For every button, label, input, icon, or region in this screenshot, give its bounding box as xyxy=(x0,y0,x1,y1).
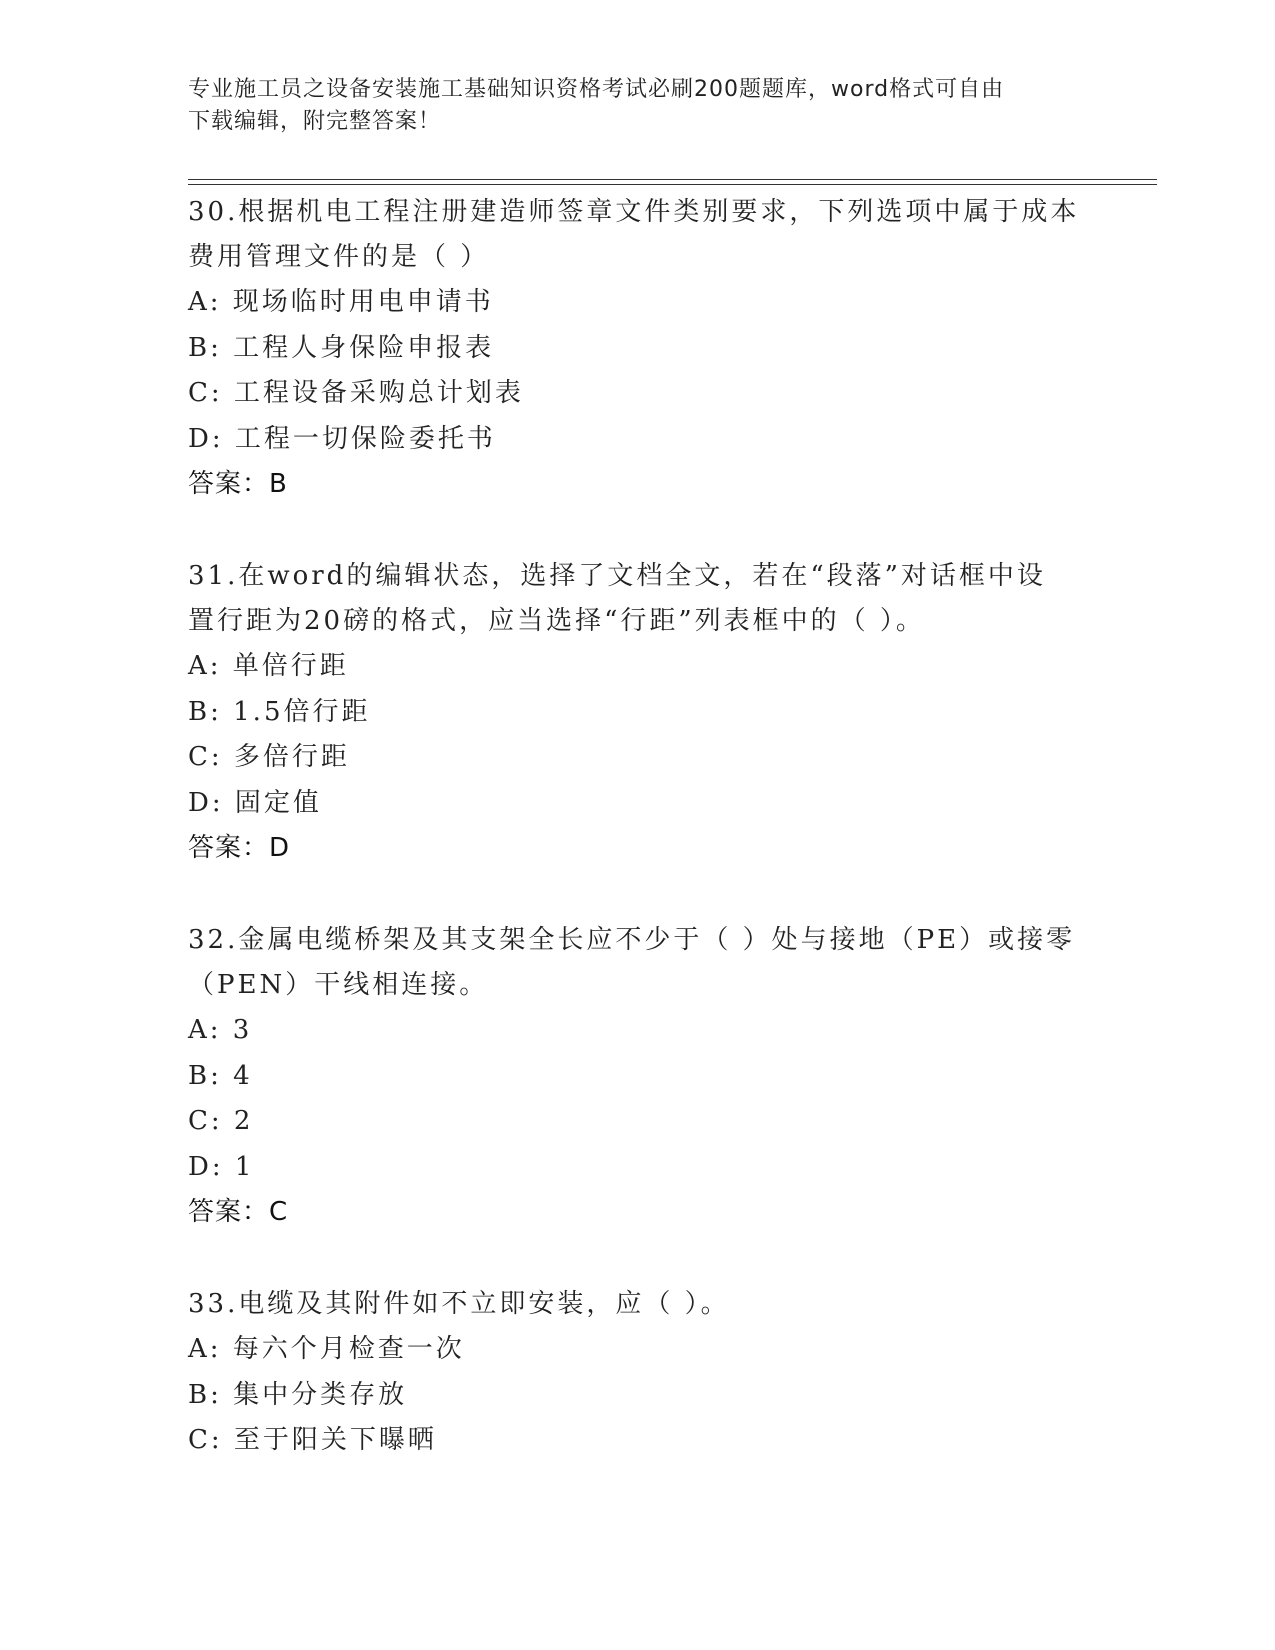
option-d: D: 工程一切保险委托书 xyxy=(188,423,496,454)
option-d: D: 1 xyxy=(188,1151,255,1182)
header-line-1: 专业施工员之设备安装施工基础知识资格考试必刷200题题库，word格式可自由 xyxy=(188,77,1005,102)
option-c: C: 工程设备采购总计划表 xyxy=(188,378,524,408)
answer-label: 答案：D xyxy=(188,833,291,863)
question-31 xyxy=(188,554,1088,871)
question-spacer xyxy=(188,507,1088,554)
option-c: C: 至于阳关下曝晒 xyxy=(188,1425,437,1455)
answer-label: 答案：C xyxy=(188,1197,289,1227)
option-b: B: 集中分类存放 xyxy=(188,1379,408,1410)
header-divider-top xyxy=(188,179,1157,180)
header-line-2: 下载编辑，附完整答案！ xyxy=(188,109,442,134)
header-divider-bottom xyxy=(188,184,1157,185)
question-stem-line: 置行距为20磅的格式，应当选择“行距”列表框中的（ ）。 xyxy=(188,606,925,636)
question-stem-line: （PEN）干线相连接。 xyxy=(188,970,489,1000)
question-32 xyxy=(188,918,1088,1235)
option-a: A: 每六个月检查一次 xyxy=(188,1334,465,1364)
option-b: B: 4 xyxy=(188,1060,253,1091)
option-b: B: 1.5倍行距 xyxy=(188,696,371,727)
option-a: A: 单倍行距 xyxy=(188,651,349,681)
option-b: B: 工程人身保险申报表 xyxy=(188,332,495,363)
question-stem-line: 30.根据机电工程注册建造师签章文件类别要求，下列选项中属于成本 xyxy=(188,197,1080,227)
option-d: D: 固定值 xyxy=(188,787,322,818)
question-stem-line: 33.电缆及其附件如不立即安装，应（ ）。 xyxy=(188,1289,730,1319)
option-c: C: 2 xyxy=(188,1106,254,1136)
option-a: A: 3 xyxy=(188,1015,253,1045)
question-spacer xyxy=(188,871,1088,918)
question-30 xyxy=(188,190,1088,507)
question-list xyxy=(188,190,1088,1464)
question-stem-line: 费用管理文件的是（ ） xyxy=(188,242,490,272)
question-stem-line: 31.在word的编辑状态，选择了文档全文，若在“段落”对话框中设 xyxy=(188,561,1046,591)
question-stem-line: 32.金属电缆桥架及其支架全长应不少于（ ）处与接地（PE）或接零 xyxy=(188,925,1076,955)
answer-label: 答案：B xyxy=(188,469,288,499)
question-spacer xyxy=(188,1235,1088,1282)
question-33 xyxy=(188,1282,1088,1464)
document-header xyxy=(188,74,1068,138)
option-a: A: 现场临时用电申请书 xyxy=(188,287,494,317)
option-c: C: 多倍行距 xyxy=(188,742,350,772)
